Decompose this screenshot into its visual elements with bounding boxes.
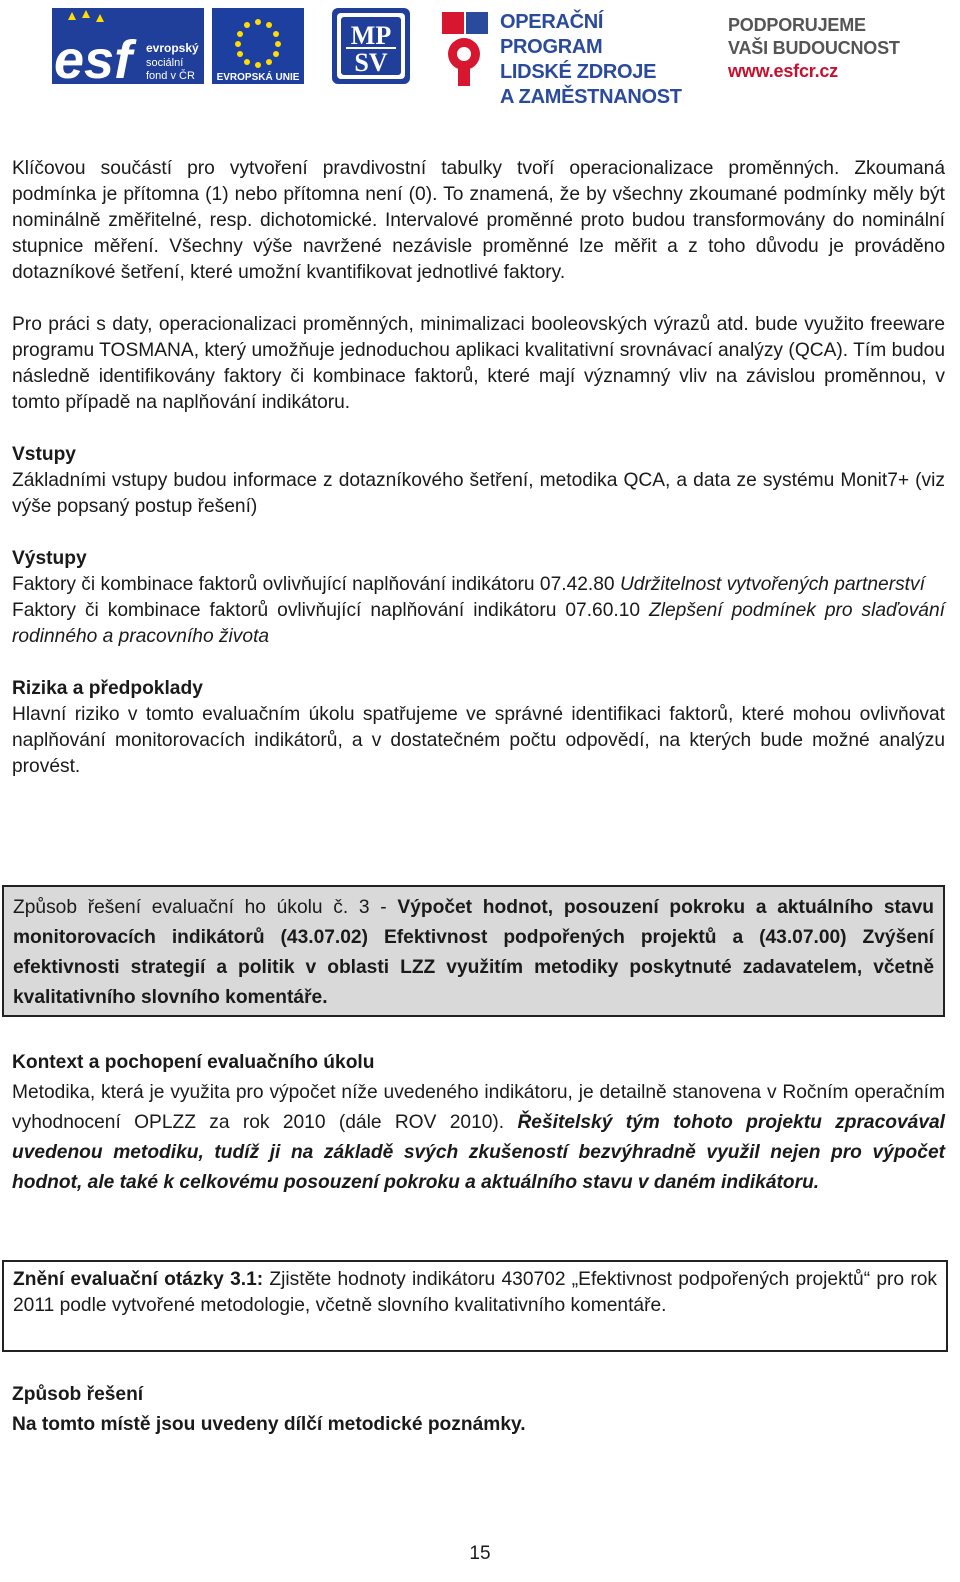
solution-heading: Způsob řešení <box>12 1384 144 1405</box>
op-line3: A ZAMĚSTNANOST <box>500 86 682 108</box>
op-line1: OPERAČNÍ PROGRAM <box>500 11 604 58</box>
page-number: 15 <box>469 1543 491 1564</box>
paragraph-truth-table: Klíčovou součástí pro vytvoření pravdivostní tabulky tvoří operacionalizace proměnných. Zkoumaná podmínka je přítomna (1) nebo přítomna není (0). To znamená, že by všechny zkoumané podmínky měly být nominálně změřitelné, resp. dichotomické. Intervalové proměnné proto budou transformovány do nominální stupnice měření. Všechny výše navržené nezávisle proměnné lze měřit a z toho důvodu je prováděno dotazníkové šetření, které umožní kvantifikovat jednotlivé faktory. <box>12 158 945 283</box>
mpsv-top: MP <box>350 21 392 50</box>
support-line1: PODPORUJEME <box>728 15 866 35</box>
task-box-title: Výpočet hodnot, posouzení pokroku a aktuálního stavu monitorovacích indikátorů (43.07.02) Efektivnost podpořených projektů a (43.07.00) Zvýšení efektivnosti strategií a politik v oblasti LZZ využitím metodiky poskytnuté zadavatelem, včetně kvalitativního slovního komentáře. <box>13 897 934 1008</box>
question-text: Zjistěte hodnoty indikátoru 430702 „Efektivnost podpořených projektů“ pro rok 2011 podle vytvořené metodologie, včetně slovního kvalitativního komentáře. <box>13 1269 937 1316</box>
question-label: Znění evaluační otázky 3.1: <box>13 1269 264 1290</box>
context-heading: Kontext a pochopení evaluačního úkolu <box>12 1052 375 1073</box>
op-line2: LIDSKÉ ZDROJE <box>500 61 657 83</box>
solution-section <box>12 1380 945 1440</box>
mpsv-bottom: SV <box>354 48 388 77</box>
esf-line2: sociální <box>146 57 184 69</box>
output-item-1: Faktory či kombinace faktorů ovlivňující naplňování indikátoru 07.42.80 Udržitelnost vytvořených partnerství <box>12 574 925 595</box>
op-lzz-logo <box>438 8 708 108</box>
question-box <box>2 1260 948 1352</box>
esf-letters: esf <box>54 30 133 84</box>
solution-text: Na tomto místě jsou uvedeny dílčí metodické poznámky. <box>12 1414 526 1435</box>
support-line2: VAŠI BUDOUCNOST <box>728 38 900 58</box>
esf-logo <box>52 8 204 84</box>
eu-flag-logo <box>212 8 304 84</box>
logo-strip <box>0 0 960 108</box>
esf-line1: evropský <box>146 41 199 55</box>
inputs-text: Základními vstupy budou informace z dotazníkového šetření, metodika QCA, a data ze systému Monit7+ (viz výše popsaný postup řešení) <box>12 470 945 517</box>
support-url: www.esfcr.cz <box>728 61 838 81</box>
context-text: Metodika, která je využita pro výpočet níže uvedeného indikátoru, je detailně stanovena v Ročním operačním vyhodnocení OPLZZ za rok 2010 (dále ROV 2010). Řešitelský tým tohoto projektu zpracovával uvedenou metodiku, tudíž ji na základě svých zkušeností bezvýhradně využil nejen pro výpočet hodnot, ale také k celkovému posouzení pokroku a aktuálního stavu v daném indikátoru. <box>12 1082 945 1193</box>
risks-heading: Rizika a předpoklady <box>12 678 203 699</box>
task-box <box>2 885 945 1017</box>
paragraph-tosmana: Pro práci s daty, operacionalizaci proměnných, minimalizaci booleovských výrazů atd. bude využito freeware programu TOSMANA, který umožňuje jednoduchou aplikaci kvalitativní srovnávací analýzy (QCA). Tím budou následně identifikovány faktory či kombinace faktorů, které mají významný vliv na závislou proměnnou, v tomto případě na naplňování indikátoru. <box>12 314 945 413</box>
context-section <box>12 1048 945 1198</box>
outputs-heading: Výstupy <box>12 548 87 569</box>
output-item-2: Faktory či kombinace faktorů ovlivňující naplňování indikátoru 07.60.10 Zlepšení podmínek pro slaďování rodinného a pracovního života <box>12 600 945 647</box>
risks-text: Hlavní riziko v tomto evaluačním úkolu spatřujeme ve správné identifikaci faktorů, které mohou ovlivňovat naplňování monitorovacích indikátorů, a v dostatečném počtu odpovědí, na kterých bude možné analýzu provést. <box>12 704 945 777</box>
mpsv-logo <box>332 8 410 84</box>
document-body <box>12 156 945 780</box>
eu-caption: EVROPSKÁ UNIE <box>216 72 300 83</box>
inputs-heading: Vstupy <box>12 444 76 465</box>
support-logo <box>728 14 928 84</box>
task-box-prefix: Způsob řešení evaluační ho úkolu č. 3 - <box>13 897 398 918</box>
esf-line3: fond v ČR <box>146 70 195 82</box>
